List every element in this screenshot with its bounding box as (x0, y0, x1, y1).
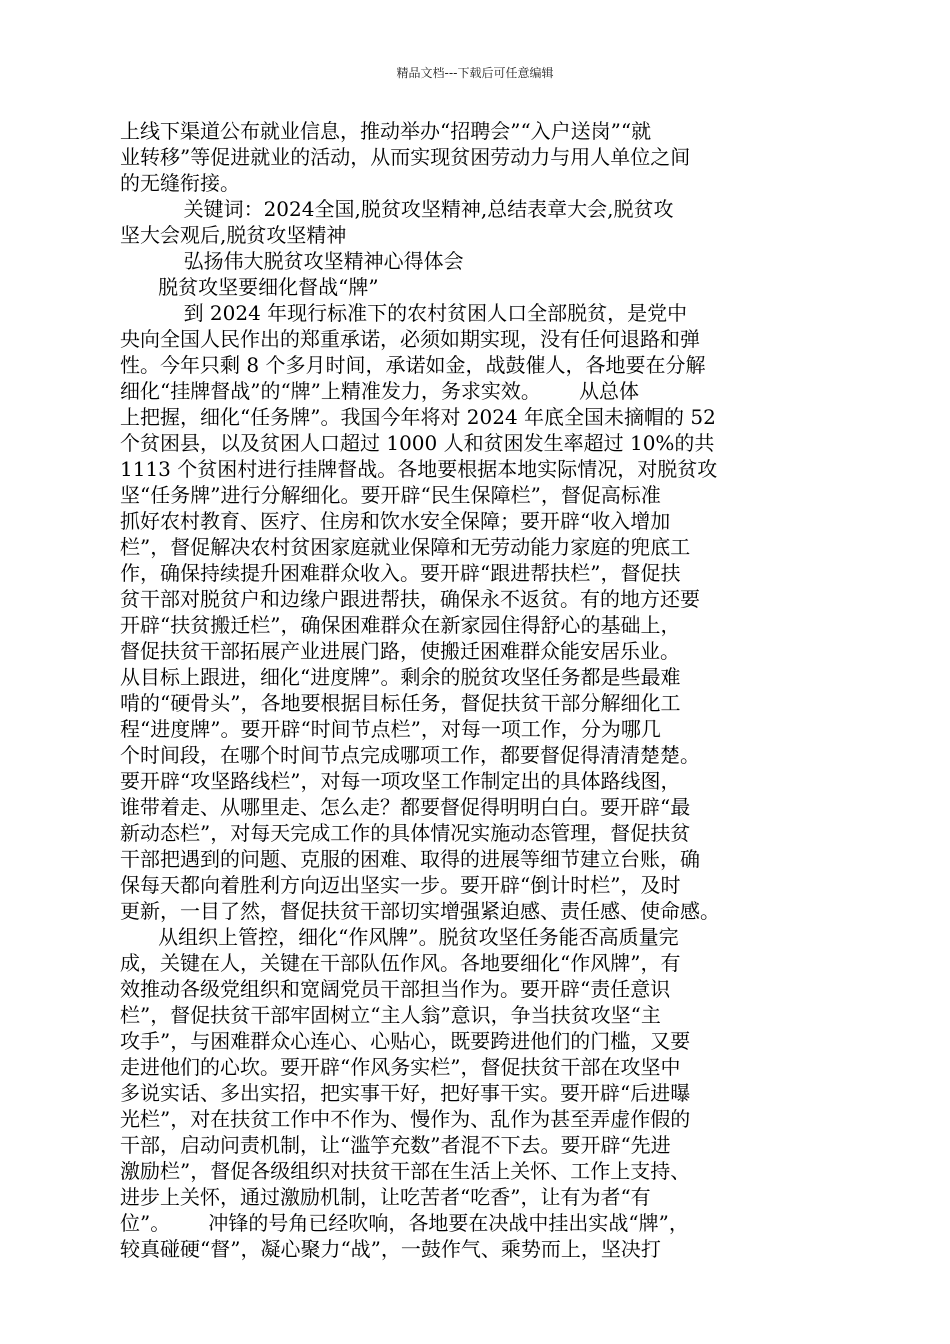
text-line: 脱贫攻坚要细化督战“牌” (120, 275, 379, 299)
text-line: 上把握，细化“任务牌”。我国今年将对 2024 年底全国未摘帽的 52 (120, 405, 716, 429)
text-line: 要开辟“攻坚路线栏”，对每一项攻坚工作制定出的具体路线图， (120, 769, 681, 793)
text-line: 开辟“扶贫搬迁栏”，确保困难群众在新家园住得舒心的基础上， (120, 613, 681, 637)
text-line: 弘扬伟大脱贫攻坚精神心得体会 (120, 249, 464, 273)
text-line: 1113 个贫困村进行挂牌督战。各地要根据本地实际情况，对脱贫攻 (120, 457, 718, 481)
text-line: 多说实话、多出实招，把实事干好，把好事干实。要开辟“后进曝 (120, 1081, 691, 1105)
text-line: 抓好农村教育、医疗、住房和饮水安全保障；要开辟“收入增加 (120, 509, 671, 533)
text-line: 光栏”，对在扶贫工作中不作为、慢作为、乱作为甚至弄虚作假的 (120, 1107, 691, 1131)
text-line: 啃的“硬骨头”，各地要根据目标任务，督促扶贫干部分解细化工 (120, 691, 681, 715)
text-line: 细化“挂牌督战”的“牌”上精准发力，务求实效。 从总体 (120, 379, 640, 403)
text-line: 个时间段，在哪个时间节点完成哪项工作，都要督促得清清楚楚。 (120, 743, 700, 767)
text-line: 作，确保持续提升困难群众收入。要开辟“跟进帮扶栏”，督促扶 (120, 561, 681, 585)
text-line: 谁带着走、从哪里走、怎么走？都要督促得明明白白。要开辟“最 (120, 795, 691, 819)
text-line: 较真碰硬“督”，凝心聚力“战”，一鼓作气、乘势而上，坚决打 (120, 1237, 661, 1261)
document-body (120, 118, 840, 1262)
text-line: 上线下渠道公布就业信息，推动举办“招聘会”“入户送岗”“就 (120, 119, 652, 143)
text-line: 干部把遇到的问题、克服的困难、取得的进展等细节建立台账，确 (120, 847, 700, 871)
text-line: 督促扶贫干部拓展产业进展门路，使搬迁困难群众能安居乐业。 (120, 639, 680, 663)
text-line: 从目标上跟进，细化“进度牌”。剩余的脱贫攻坚任务都是些最难 (120, 665, 681, 689)
text-line: 业转移”等促进就业的活动，从而实现贫困劳动力与用人单位之间 (120, 145, 691, 169)
text-line: 性。今年只剩 8 个多月时间，承诺如金，战鼓催人，各地要在分解 (120, 353, 706, 377)
text-line: 坚“任务牌”进行分解细化。要开辟“民生保障栏”，督促高标准 (120, 483, 661, 507)
text-line: 成，关键在人，关键在干部队伍作风。各地要细化“作风牌”，有 (120, 951, 681, 975)
text-line: 的无缝衔接。 (120, 171, 240, 195)
text-line: 保每天都向着胜利方向迈出坚实一步。要开辟“倒计时栏”，及时 (120, 873, 681, 897)
text-line: 更新，一目了然，督促扶贫干部切实增强紧迫感、责任感、使命感。 (120, 899, 720, 923)
text-line: 位”。 冲锋的号角已经吹响，各地要在决战中挂出实战“牌”， (120, 1211, 689, 1235)
text-line: 栏”，督促扶贫干部牢固树立“主人翁”意识，争当扶贫攻坚“主 (120, 1003, 661, 1027)
text-line: 关键词：2024全国,脱贫攻坚精神,总结表章大会,脱贫攻 (120, 197, 674, 221)
text-line: 新动态栏”，对每天完成工作的具体情况实施动态管理，督促扶贫 (120, 821, 691, 845)
text-line: 进步上关怀，通过激励机制，让吃苦者“吃香”，让有为者“有 (120, 1185, 651, 1209)
text-line: 从组织上管控，细化“作风牌”。脱贫攻坚任务能否高质量完 (120, 925, 679, 949)
text-line: 到 2024 年现行标准下的农村贫困人口全部脱贫，是党中 (120, 301, 688, 325)
text-line: 效推动各级党组织和宽阔党员干部担当作为。要开辟“责任意识 (120, 977, 671, 1001)
text-line: 央向全国人民作出的郑重承诺，必须如期实现，没有任何退路和弹 (120, 327, 700, 351)
text-line: 攻手”，与困难群众心连心、心贴心，既要跨进他们的门槛，又要 (120, 1029, 691, 1053)
text-line: 栏”，督促解决农村贫困家庭就业保障和无劳动能力家庭的兜底工 (120, 535, 691, 559)
text-line: 坚大会观后,脱贫攻坚精神 (120, 223, 347, 247)
text-line: 激励栏”，督促各级组织对扶贫干部在生活上关怀、工作上支持、 (120, 1159, 691, 1183)
text-line: 程“进度牌”。要开辟“时间节点栏”，对每一项工作，分为哪几 (120, 717, 661, 741)
text-line: 个贫困县，以及贫困人口超过 1000 人和贫困发生率超过 10%的共 (120, 431, 715, 455)
page-header: 精品文档---下载后可任意编辑 (396, 66, 554, 80)
text-line: 走进他们的心坎。要开辟“作风务实栏”，督促扶贫干部在攻坚中 (120, 1055, 681, 1079)
text-line: 贫干部对脱贫户和边缘户跟进帮扶，确保永不返贫。有的地方还要 (120, 587, 700, 611)
text-line: 干部，启动问责机制，让“滥竽充数”者混不下去。要开辟“先进 (120, 1133, 671, 1157)
